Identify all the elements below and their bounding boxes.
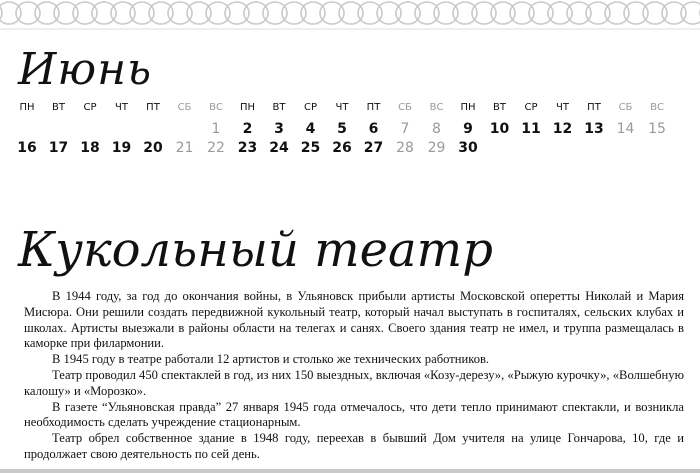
paragraph-5: Театр обрел собственное здание в 1948 году, переехав в бывший Дом учителя на улице Гончарова, 10, где и продолжает свою деятельность по сей день. <box>24 431 684 461</box>
calendar-date: 6 <box>368 121 379 137</box>
calendar-date: 8 <box>432 121 441 137</box>
calendar-date: 4 <box>305 121 316 137</box>
weekday-header: СБ <box>618 102 633 113</box>
weekday-header: ЧТ <box>115 102 128 113</box>
calendar-date: 18 <box>80 140 100 156</box>
weekday-header: ПН <box>239 102 256 113</box>
section-title: Кукольный театр <box>18 222 493 278</box>
weekday-header: ПТ <box>146 102 160 113</box>
paragraph-3: Театр проводил 450 спектаклей в год, из них 150 выездных, включая «Козу-дерезу», «Рыжую курочку», «Волшебную калошу» и «Морозко». <box>24 367 684 398</box>
calendar-date: 25 <box>300 140 321 156</box>
calendar-date: 19 <box>111 140 132 156</box>
calendar-date: 24 <box>269 140 289 156</box>
paragraph-4: В газете “Ульяновская правда” 27 января 1945 года отмечалось, что дети тепло принимают спектакли, и возникла необходимость сделать учреждение стационарным. <box>24 399 684 430</box>
calendar-date: 14 <box>616 121 635 137</box>
calendar-date: 28 <box>396 140 414 156</box>
weekday-header: ПТ <box>366 102 381 113</box>
weekday-header: ВТ <box>272 102 286 113</box>
calendar-date: 9 <box>463 121 473 137</box>
calendar-date: 17 <box>48 140 69 156</box>
weekday-header: ВТ <box>52 102 65 113</box>
calendar-date: 29 <box>427 140 446 156</box>
decorative-border-bottom <box>0 469 700 473</box>
weekday-header: СБ <box>177 102 192 113</box>
decorative-border-top <box>0 0 700 30</box>
weekday-header: ЧТ <box>556 102 569 113</box>
weekday-header: ВС <box>650 102 664 113</box>
weekday-header: СР <box>83 102 97 113</box>
paragraph-2: В 1945 году в театре работали 12 артистов и столько же технических работников. <box>52 352 490 367</box>
weekday-header: ЧТ <box>335 102 349 113</box>
month-title: Июнь <box>18 44 153 95</box>
calendar-date: 30 <box>458 140 478 156</box>
calendar-date: 13 <box>584 121 604 137</box>
calendar-date: 15 <box>648 121 666 137</box>
calendar-date: 16 <box>17 140 37 156</box>
weekday-header: ВТ <box>493 102 506 113</box>
calendar-date: 23 <box>237 140 258 156</box>
calendar-date: 2 <box>242 121 253 137</box>
calendar-date: 21 <box>175 140 194 156</box>
calendar-date: 10 <box>489 121 510 137</box>
calendar-date: 5 <box>337 121 347 137</box>
weekday-header: СР <box>524 102 538 113</box>
calendar-date: 1 <box>211 121 221 137</box>
calendar-date: 20 <box>143 140 163 156</box>
weekday-header: ПТ <box>587 102 601 113</box>
weekday-header: ВС <box>429 102 444 113</box>
calendar-date: 7 <box>400 121 410 137</box>
paragraph-1: В 1944 году, за год до окончания войны, в Ульяновск прибыли артисты Московской оперетты Николай и Мария Мисюра. Они решили создать передвижной кукольный театр, который начал выступать в госпиталях, сельских клубах и школах. Артисты выезжали в районы области на телегах и санях. Своего здания театр не имел, и труппа размещалась в каморке при филармонии. <box>24 289 684 351</box>
calendar-date: 26 <box>332 140 352 156</box>
calendar <box>0 102 700 162</box>
calendar-date: 27 <box>363 140 384 156</box>
weekday-header: ПН <box>460 102 476 113</box>
weekday-header: ПН <box>19 102 35 113</box>
weekday-header: СР <box>303 102 317 113</box>
weekday-header: СБ <box>398 102 412 113</box>
calendar-date: 3 <box>274 121 284 137</box>
article-text <box>24 289 684 463</box>
calendar-date: 11 <box>521 121 541 137</box>
weekday-header: ВС <box>209 102 223 113</box>
calendar-date: 22 <box>207 140 225 156</box>
calendar-date: 12 <box>552 121 573 137</box>
